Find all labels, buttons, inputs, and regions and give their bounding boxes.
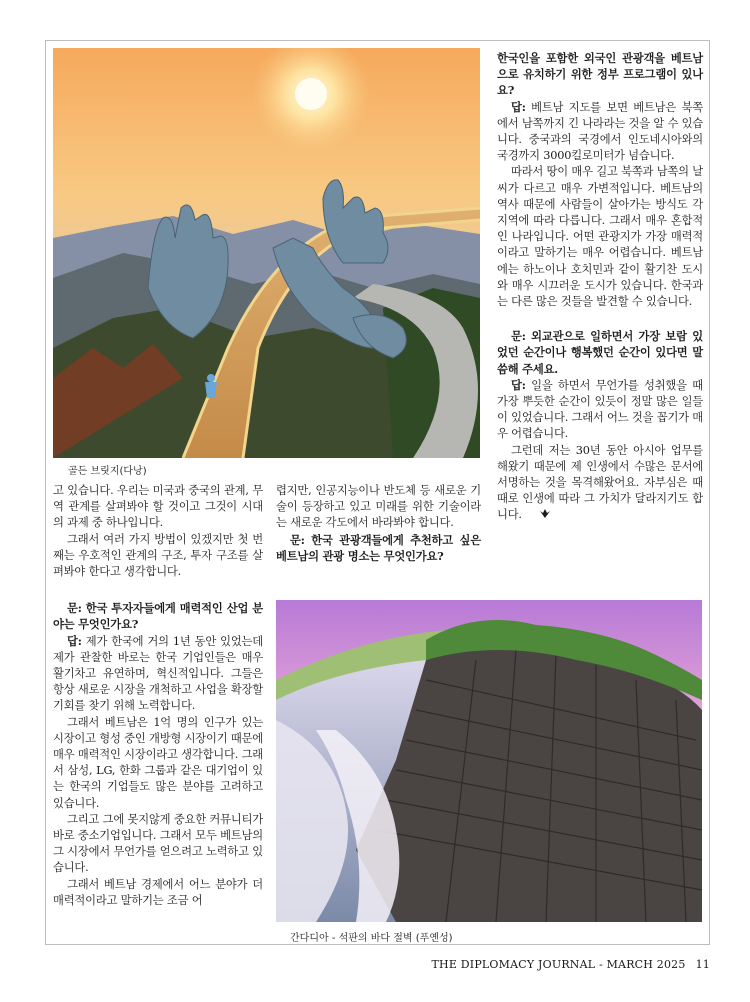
answer-text: 일을 하면서 무언가를 성취했을 때 가장 뿌듯한 순간이 있듯이 정말 많은 일들이 있었습니다. 그래서 어느 것을 꼽기가 매우 어렵습니다. xyxy=(497,378,703,441)
page-number: 11 xyxy=(695,958,710,971)
answer-text: 제가 한국에 거의 1년 동안 있었는데 제가 관찰한 바로는 한국 기업인들은 매우 활기차고 유연하며, 혁신적입니다. 그들은 항상 새로운 시장을 개척하고 사업을 확장할 기회를 찾기 위해 노력합니다. xyxy=(53,634,263,713)
page-footer xyxy=(400,958,710,971)
paragraph: 그래서 베트남 경제에서 어느 분야가 더 매력적이라고 말하기는 조금 어 xyxy=(53,877,263,907)
paragraph xyxy=(497,443,703,524)
paragraph: 렵지만, 인공지능이나 반도체 등 새로운 기술이 등장하고 있고 미래를 위한 기술이라는 새로운 각도에서 바라봐야 합니다. xyxy=(276,484,481,530)
paragraph xyxy=(497,377,703,443)
column-3 xyxy=(497,50,703,524)
answer-label: 답: xyxy=(67,633,82,648)
journal-name: THE DIPLOMACY JOURNAL - MARCH 2025 xyxy=(431,958,686,971)
column-2 xyxy=(276,483,481,564)
paragraph: 고 있습니다. 우리는 미국과 중국의 관계, 무역 관계를 살펴봐야 할 것이고 그것이 시대의 과제 중 하나입니다. xyxy=(53,484,263,530)
end-mark-icon xyxy=(525,508,537,518)
bottom-image-caption: 간다디아 - 석판의 바다 절벽 (푸옌성) xyxy=(290,933,453,944)
answer-label: 답: xyxy=(511,99,526,114)
question: 문: 외교관으로 일하면서 가장 보람 있었던 순간이나 행복했던 순간이 있다면 말씀해 주세요. xyxy=(497,329,703,376)
paragraph: 그리고 그에 못지않게 중요한 커뮤니티가 바로 중소기업입니다. 그래서 모두 베트남의 그 시장에서 무언가를 얻으려고 노력하고 있습니다. xyxy=(53,812,263,875)
answer-label: 답: xyxy=(511,377,526,392)
basalt-cliffs-photo xyxy=(276,600,702,922)
answer-text: 베트남 지도를 보면 베트남은 북쪽에서 남쪽까지 긴 나라라는 것을 알 수 있습니다. 중국과의 국경에서 인도네시아와의 국경까지 3000킬로미터가 넘습니다. xyxy=(497,100,703,163)
paragraph: 그래서 베트남은 1억 명의 인구가 있는 시장이고 형성 중인 개방형 시장이기 때문에 매우 매력적인 시장이라고 생각합니다. 그래서 삼성, LG, 한화 그룹과 같은 대기업이 있는 한국의 기업들도 많은 분야를 고려하고 있습니다. xyxy=(53,715,263,810)
golden-bridge-photo xyxy=(53,48,480,458)
column-1 xyxy=(53,483,263,909)
question: 한국인을 포함한 외국인 관광객을 베트남으로 유치하기 위한 정부 프로그램이 있나요? xyxy=(497,51,703,98)
answer-text: 그런데 저는 30년 동안 아시아 업무를 해왔기 때문에 제 인생에서 수많은 문서에 서명하는 것을 목격해왔어요. 자부심은 때때로 인생에 따라 그 가치가 달라지기도 합니다. xyxy=(497,443,703,522)
top-image-caption: 골든 브릿지(다낭) xyxy=(68,466,147,477)
paragraph: 그래서 여러 가지 방법이 있겠지만 첫 번째는 우호적인 관계의 구조, 투자 구조를 살펴봐야 한다고 생각합니다. xyxy=(53,532,263,579)
paragraph xyxy=(497,99,703,165)
paragraph: 따라서 땅이 매우 길고 북쪽과 남쪽의 날씨가 다르고 매우 가변적입니다. 베트남의 역사 때문에 사람들이 살아가는 방식도 각 지역에 따라 다릅니다. 그래서 매우 혼합적인 나라입니다. 어떤 관광지가 가장 매력적이라고 말하기는 매우 어렵습니다. 베트남에는 하노이나 호치민과 같이 활기찬 도시와 매우 시끄러운 도시가 있습니다. 한국과는 다른 많은 것들을 발견할 수 있습니다. xyxy=(497,165,703,309)
paragraph xyxy=(53,633,263,715)
question: 문: 한국 관광객들에게 추천하고 싶은 베트남의 관광 명소는 무엇인가요? xyxy=(276,532,481,563)
question: 문: 한국 투자자들에게 매력적인 산업 분야는 무엇인가요? xyxy=(53,601,263,632)
